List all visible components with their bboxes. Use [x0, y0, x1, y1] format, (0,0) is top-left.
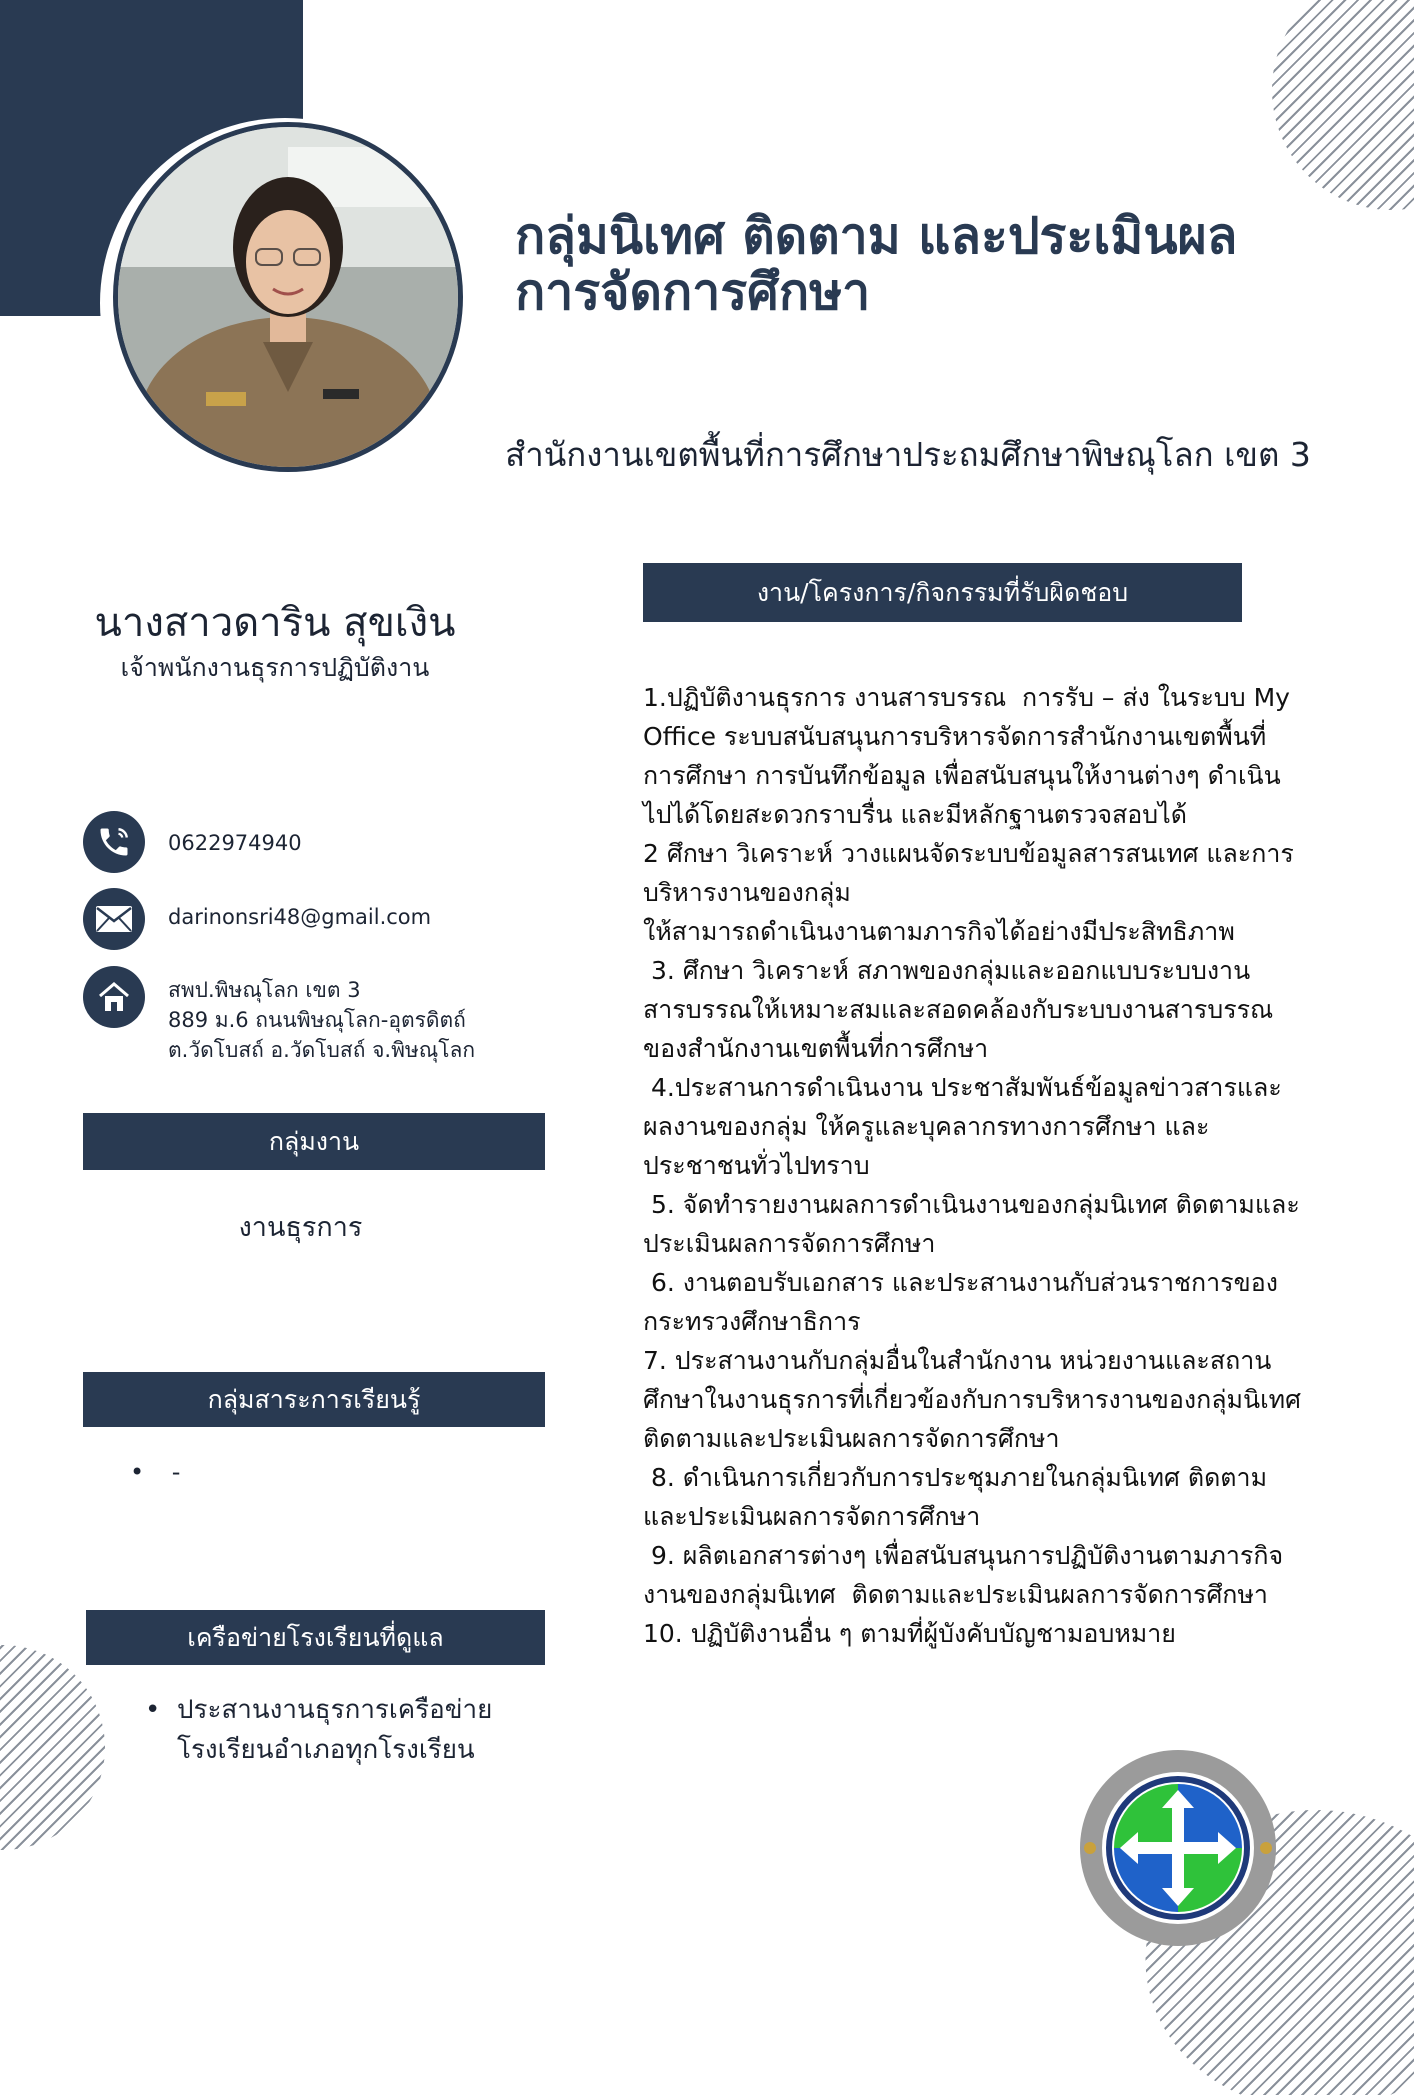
- responsibility-item: 5. จัดทำรายงานผลการดำเนินงานของกลุ่มนิเทศ ติดตามและประเมินผลการจัดการศึกษา: [643, 1190, 1300, 1258]
- home-icon: [83, 966, 145, 1028]
- responsibility-item: 8. ดำเนินการเกี่ยวกับการประชุมภายในกลุ่มนิเทศ ติดตามและประเมินผลการจัดการศึกษา: [643, 1463, 1268, 1531]
- responsibility-item: 4.ประสานการดำเนินงาน ประชาสัมพันธ์ข้อมูลข่าวสารและผลงานของกลุ่ม ให้ครูและบุคลากรทางการศึกษา และประชาชนทั่วไปทราบ: [643, 1073, 1282, 1180]
- title-line-2: การจัดการศึกษา: [515, 263, 871, 321]
- learning-area-list: [130, 1458, 180, 1486]
- workgroup-heading: กลุ่มงาน: [83, 1113, 545, 1170]
- responsibilities-heading: งาน/โครงการ/กิจกรรมที่รับผิดชอบ: [643, 563, 1242, 622]
- learning-area-heading: กลุ่มสาระการเรียนรู้: [83, 1372, 545, 1427]
- address-line-1: สพป.พิษณุโลก เขต 3: [168, 978, 361, 1002]
- hatched-circle-decoration: [1272, 0, 1414, 210]
- address-line-2: 889 ม.6 ถนนพิษณุโลก-อุตรดิตถ์: [168, 1008, 466, 1032]
- responsibility-item: 9. ผลิตเอกสารต่างๆ เพื่อสนับสนุนการปฏิบัติงานตามภารกิจงานของกลุ่มนิเทศ ติดตามและประเมินผลการจัดการศึกษา: [643, 1541, 1284, 1609]
- responsibility-item: 10. ปฏิบัติงานอื่น ๆ ตามที่ผู้บังคับบัญชามอบหมาย: [643, 1619, 1176, 1648]
- person-position: เจ้าพนักงานธุรการปฏิบัติงาน: [120, 653, 430, 682]
- person-name: นางสาวดาริน สุขเงิน: [94, 600, 456, 646]
- responsibility-item: 2 ศึกษา วิเคราะห์ วางแผนจัดระบบข้อมูลสารสนเทศ และการบริหารงานของกลุ่ม ให้สามารถดำเนินงานตามภารกิจได้อย่างมีประสิทธิภาพ: [643, 839, 1294, 946]
- bullet: •: [130, 1458, 145, 1486]
- phone-icon: [83, 811, 145, 873]
- address-block: [168, 975, 475, 1065]
- learning-area-item: -: [171, 1458, 181, 1486]
- title-line-1: กลุ่มนิเทศ ติดตาม และประเมินผล: [515, 207, 1238, 265]
- phone-number: 0622974940: [168, 831, 302, 855]
- email-address: darinonsri48@gmail.com: [168, 905, 432, 929]
- hatched-circle-decoration: [0, 1645, 105, 1850]
- supervision-unit-logo: [1078, 1748, 1278, 1948]
- responsibility-item: 3. ศึกษา วิเคราะห์ สภาพของกลุ่มและออกแบบระบบงานสารบรรณให้เหมาะสมและสอดคล้องกับระบบงานสารบรรณของสำนักงานเขตพื้นที่การศึกษา: [643, 956, 1274, 1063]
- profile-photo: [113, 122, 463, 472]
- responsibilities-list: [643, 678, 1309, 1653]
- page-title: [515, 208, 1375, 320]
- school-network-item: ประสานงานธุรการเครือข่าย โรงเรียนอำเภอทุกโรงเรียน: [177, 1695, 493, 1765]
- school-network-list: [145, 1690, 545, 1770]
- workgroup-value: งานธุรการ: [238, 1212, 363, 1243]
- envelope-icon: [83, 888, 145, 950]
- responsibility-item: 7. ประสานงานกับกลุ่มอื่นในสำนักงาน หน่วยงานและสถานศึกษาในงานธุรการที่เกี่ยวข้องกับการบริหารงานของกลุ่มนิเทศ ติดตามและประเมินผลการจัดการศึกษา: [643, 1346, 1309, 1453]
- responsibility-item: 1.ปฏิบัติงานธุรการ งานสารบรรณ การรับ – ส่ง ในระบบ My Office ระบบสนับสนุนการบริหารจัดการสำนักงานเขตพื้นที่การศึกษา การบันทึกข้อมูล เพื่อสนับสนุนให้งานต่างๆ ดำเนินไปได้โดยสะดวกราบรื่น และมีหลักฐานตรวจสอบได้: [643, 683, 1306, 829]
- address-line-3: ต.วัดโบสถ์ อ.วัดโบสถ์ จ.พิษณุโลก: [168, 1038, 476, 1062]
- school-network-heading: เครือข่ายโรงเรียนที่ดูแล: [86, 1610, 545, 1665]
- responsibility-item: 6. งานตอบรับเอกสาร และประสานงานกับส่วนราชการของกระทรวงศึกษาธิการ: [643, 1268, 1278, 1336]
- portrait-illustration: [118, 127, 458, 467]
- office-name: สำนักงานเขตพื้นที่การศึกษาประถมศึกษาพิษณุโลก เขต 3: [505, 435, 1311, 474]
- bullet: •: [145, 1695, 161, 1725]
